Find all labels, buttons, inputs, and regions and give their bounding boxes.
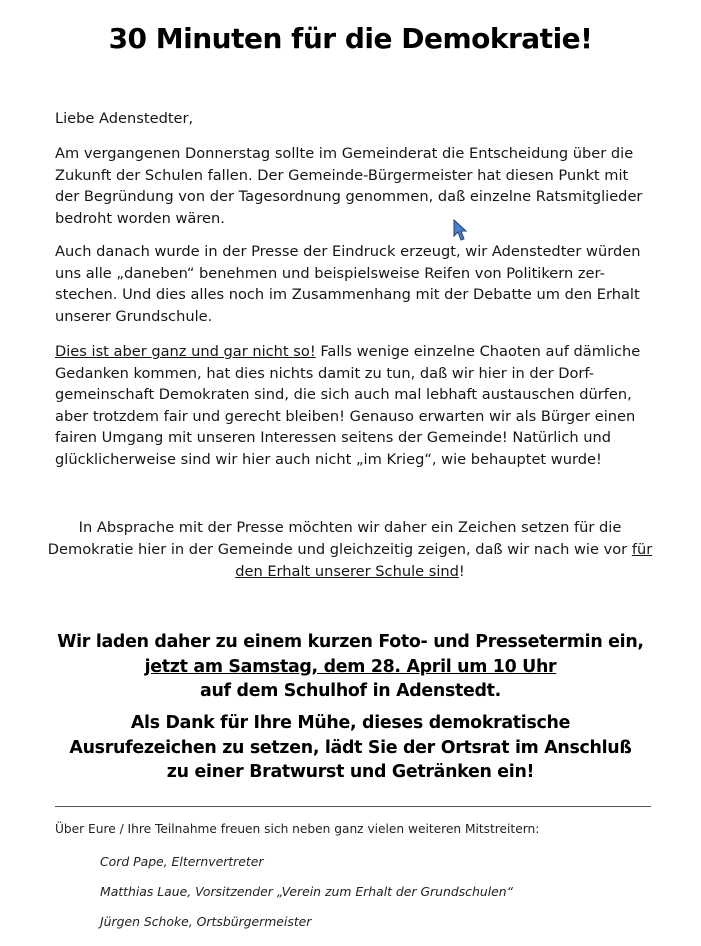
thanks-line-3: zu einer Bratwurst und Getränken ein! xyxy=(166,762,535,782)
signatory-1: Cord Pape, Elternvertreter xyxy=(100,854,264,869)
paragraph-3-text: Falls wenige einzelne Chaoten auf dämliche Gedanken kommen, hat dies nichts damit zu tun, daß wir hier in der Dorf-gemeinschaft Demokraten sind, die sich auch mal lebhaft austauschen dürfen, aber trotzdem fair und gerecht bleiben! Genauso erwarten wir als Bürger einen fairen Umgang mit unseren Interessen seitens der Gemeinde! Natürlich und glücklicherweise sind wir hier auch nicht „im Krieg“, wie behauptet wurde! xyxy=(55,343,641,468)
invitation-location: auf dem Schulhof in Adenstedt. xyxy=(200,681,501,701)
invitation-date: jetzt am Samstag, dem 28. April um 10 Uhr xyxy=(144,656,557,677)
mouse-pointer-icon xyxy=(452,219,468,243)
press-announcement-text: In Absprache mit der Presse möchten wir daher ein Zeichen setzen für die Demokratie hier in der Gemeinde und gleichzeitig zeigen, daß wir nach wie vor xyxy=(47,519,632,558)
signatory-3: Jürgen Schoke, Ortsbürgermeister xyxy=(100,914,312,929)
press-announcement-end: ! xyxy=(458,563,465,580)
thanks-note xyxy=(20,711,681,785)
thanks-line-2: Ausrufezeichen zu setzen, lädt Sie der Ortsrat im Anschluß xyxy=(69,737,632,758)
divider xyxy=(55,806,651,807)
greeting: Liebe Adenstedter, xyxy=(55,110,194,127)
press-announcement xyxy=(45,517,655,583)
signatory-2: Matthias Laue, Vorsitzender „Verein zum Erhalt der Grundschulen“ xyxy=(100,884,514,899)
paragraph-3-emphasis: Dies ist aber ganz und gar nicht so! xyxy=(55,343,316,360)
footer-intro: Über Eure / Ihre Teilnahme freuen sich neben ganz vielen weiteren Mitstreitern: xyxy=(55,822,540,836)
thanks-line-1: Als Dank für Ihre Mühe, dieses demokratische xyxy=(130,713,571,733)
paragraph-3 xyxy=(55,341,655,471)
invitation-line-1: Wir laden daher zu einem kurzen Foto- und Pressetermin ein, xyxy=(57,632,644,652)
press-announcement-emphasis: für den Erhalt unserer Schule sind xyxy=(235,541,653,580)
invitation xyxy=(20,630,681,704)
paragraph-2: Auch danach wurde in der Presse der Eindruck erzeugt, wir Adenstedter würden uns alle „daneben“ benehmen und beispielsweise Reifen von Politikern zer-stechen. Und dies alles noch im Zusammenhang mit der Debatte um den Erhalt unserer Grundschule. xyxy=(55,243,641,325)
paragraph-1: Am vergangenen Donnerstag sollte im Gemeinderat die Entscheidung über die Zukunft der Schulen fallen. Der Gemeinde-Bürgermeister hat diesen Punkt mit der Begründung von der Tagesordnung genommen, daß einzelne Ratsmitglieder bedroht worden wären. xyxy=(55,145,643,227)
document-title: 30 Minuten für die Demokratie! xyxy=(108,22,593,55)
